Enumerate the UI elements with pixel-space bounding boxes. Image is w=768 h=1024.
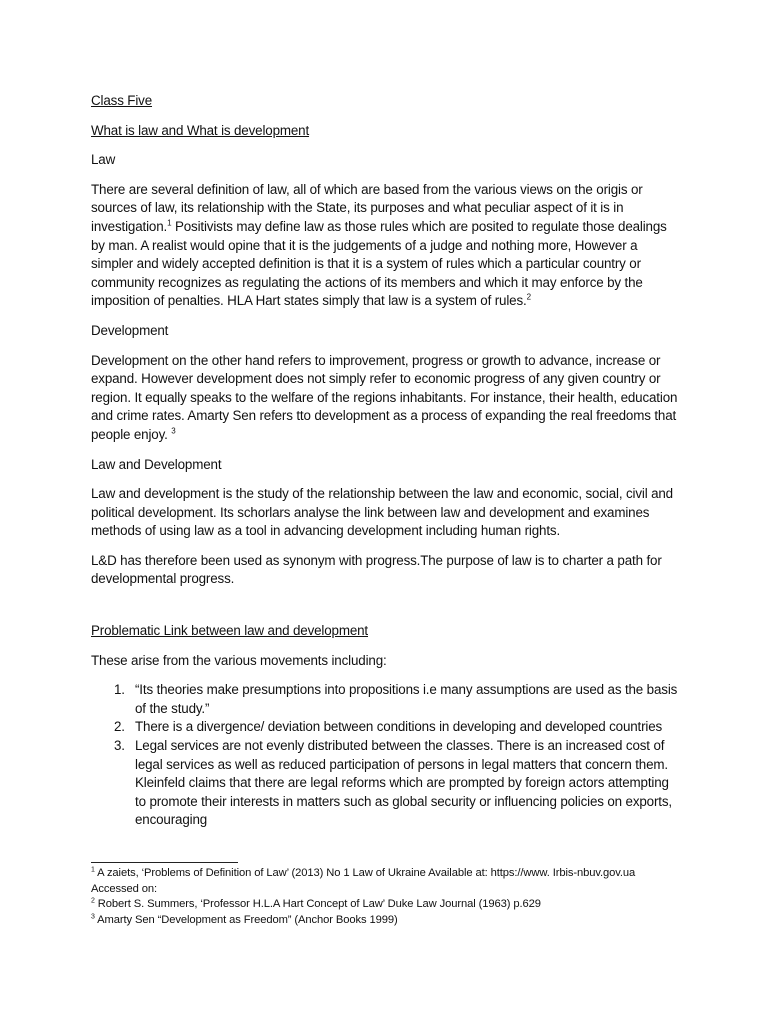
- list-item: [91, 681, 681, 718]
- document-body: [91, 92, 681, 830]
- footnote-ref-2[interactable]: 2: [526, 292, 531, 302]
- law-and-development-paragraph-1: Law and development is the study of the relationship between the law and economic, social, civil and political development. Its schorlars analyse the link between law and development and examines methods of using law as a tool in advancing development including human rights.: [91, 486, 673, 539]
- list-item-number: 2.: [114, 719, 125, 735]
- list-item: [91, 718, 681, 737]
- problematic-intro: These arise from the various movements including:: [91, 652, 387, 668]
- footnote-ref-1[interactable]: 1: [167, 218, 172, 228]
- footnote-1-continuation: Accessed on:: [91, 882, 157, 895]
- footnote-1-text: A zaiets, ‘Problems of Definition of Law’ (2013) No 1 Law of Ukraine Available at: https://www. Irbis-nbuv.gov.ua: [94, 867, 636, 879]
- footnote-1: [91, 866, 701, 882]
- footnote-mark-3: 3: [91, 912, 95, 920]
- development-paragraph: [91, 352, 681, 445]
- list-item-text: Legal services are not evenly distributed between the classes. There is an increased cost of legal services as well as reduced participation of persons in legal matters that concern them. Kleinfeld claims that there are legal reforms which are prompted by foreign actors attempting to promote their interests in matters such as global security or influencing policies on exports, encouraging: [135, 738, 672, 828]
- main-heading: What is law and What is development: [91, 122, 310, 138]
- problematic-heading: Problematic Link between law and development: [91, 623, 369, 639]
- law-paragraph-text-2: Positivists may define law as those rules which are posited to regulate those dealings by man. A realist would opine that it is the judgements of a judge and nothing more, However a simpler and widely accepted definition is that it is a system of rules which a particular country or community recognizes as regulating the actions of its members and which it may enforce by the imposition of penalties. HLA Hart states simply that law is a system of rules.: [91, 218, 667, 309]
- list-item: [91, 737, 681, 830]
- footnote-2: [91, 897, 701, 913]
- footnote-divider: [91, 862, 238, 863]
- list-item-number: 3.: [114, 738, 125, 754]
- footnote-mark-1: 1: [91, 866, 95, 874]
- problematic-list: [91, 681, 681, 830]
- development-heading: Development: [91, 322, 169, 338]
- development-paragraph-text: Development on the other hand refers to improvement, progress or growth to advance, increase or expand. However development does not simply refer to economic progress of any given country or region. It equally speaks to the welfare of the regions inhabitants. For instance, their health, education and crime rates. Amarty Sen refers tto development as a process of expanding the real freedoms that people enjoy.: [91, 352, 678, 442]
- footnote-3: [91, 913, 701, 929]
- list-item-number: 1.: [114, 682, 125, 698]
- law-paragraph: [91, 181, 681, 311]
- footnote-ref-3[interactable]: 3: [171, 426, 176, 436]
- footnote-2-text: Robert S. Summers, ‘Professor H.L.A Hart Concept of Law’ Duke Law Journal (1963) p.629: [94, 898, 541, 910]
- list-item-text: “Its theories make presumptions into propositions i.e many assumptions are used as the basis of the study.”: [135, 682, 678, 716]
- class-title: Class Five: [91, 93, 153, 108]
- law-heading: Law: [91, 152, 116, 168]
- footnote-3-text: Amarty Sen “Development as Freedom” (Anchor Books 1999): [94, 913, 398, 926]
- footnotes: [91, 866, 701, 928]
- law-paragraph-text-1: There are several definition of law, all of which are based from the various views on the origis or sources of law, its relationship with the State, its purposes and what peculiar aspect of it is in investigation.: [91, 181, 643, 234]
- law-and-development-heading: Law and Development: [91, 456, 222, 472]
- footnote-mark-2: 2: [91, 897, 95, 905]
- list-item-text: There is a divergence/ deviation between conditions in developing and developed countries: [135, 719, 663, 735]
- section-spacer: [91, 600, 681, 622]
- law-and-development-paragraph-2: L&D has therefore been used as synonym with progress.The purpose of law is to charter a path for developmental progress.: [91, 552, 662, 587]
